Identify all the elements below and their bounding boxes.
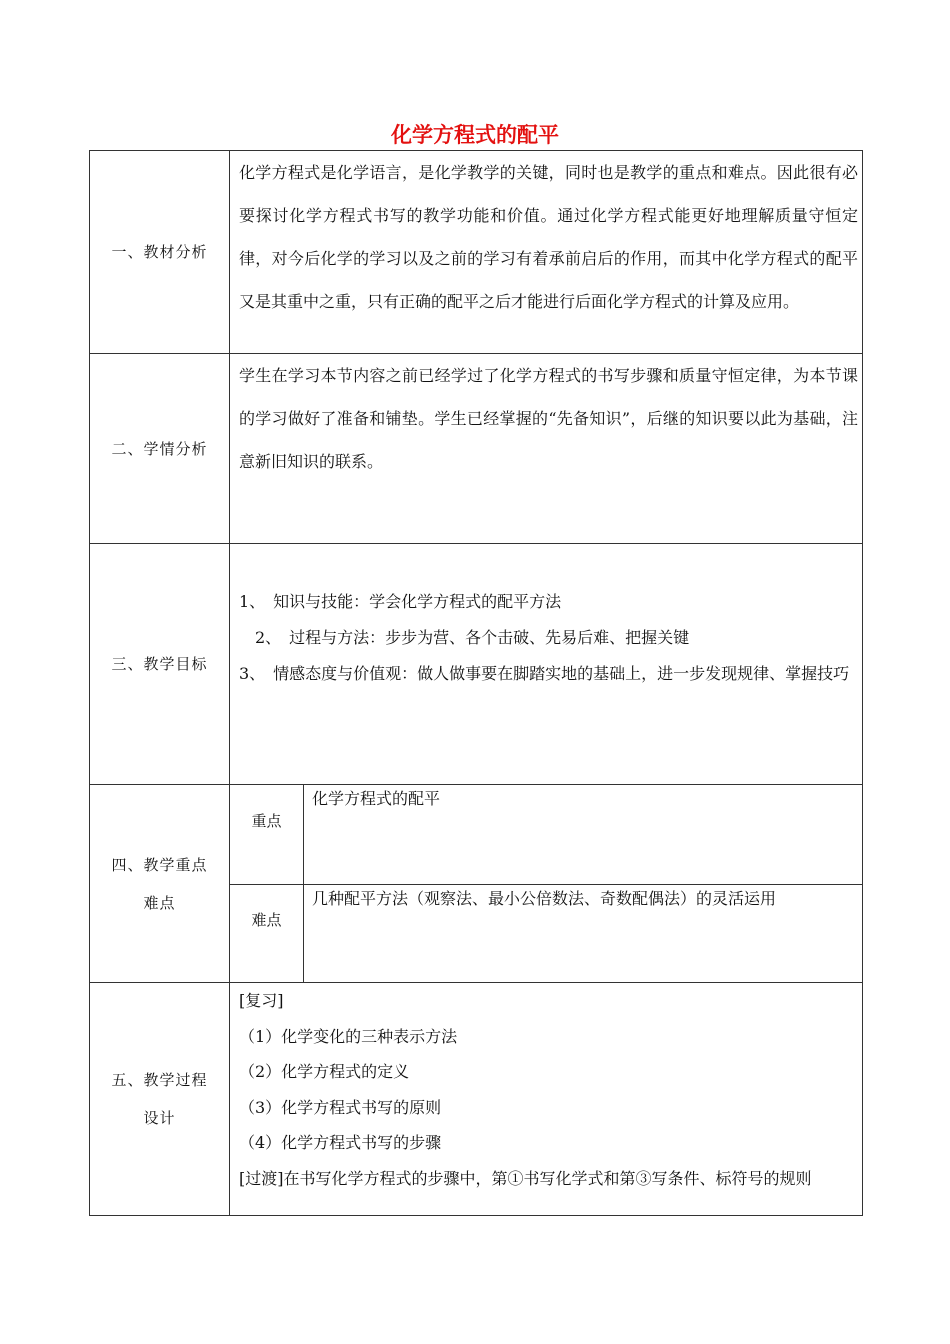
section-label-text: 二、学情分析 — [111, 439, 208, 458]
goal-item: 2、 过程与方法：步步为营、各个击破、先易后难、把握关键 — [239, 628, 690, 647]
section-content — [230, 151, 863, 354]
key-point-content: 化学方程式的配平 — [304, 785, 863, 885]
goal-item: 1、 知识与技能：学会化学方程式的配平方法 — [239, 592, 562, 611]
row-student-analysis — [90, 354, 863, 544]
key-point-label: 重点 — [230, 785, 304, 885]
document-title: 化学方程式的配平 — [391, 123, 559, 147]
section-label — [90, 544, 230, 785]
lesson-plan-table — [89, 150, 863, 1216]
section-label-text: 四、教学重点难点 — [111, 855, 208, 912]
section-content — [230, 354, 863, 544]
process-line: [复习] — [239, 991, 284, 1010]
process-line: [过渡]在书写化学方程式的步骤中，第①书写化学式和第③写条件、标符号的规则 — [239, 1168, 812, 1188]
section-label — [90, 785, 230, 983]
row-teaching-goals — [90, 544, 863, 785]
goal-item: 3、 情感态度与价值观：做人做事要在脚踏实地的基础上，进一步发现规律、掌握技巧 — [239, 664, 850, 683]
row-teaching-process — [90, 983, 863, 1216]
section-content — [230, 544, 863, 785]
process-line: （3）化学方程式书写的原则 — [239, 1097, 442, 1117]
section-label — [90, 354, 230, 544]
difficult-point-content: 几种配平方法（观察法、最小公倍数法、奇数配偶法）的灵活运用 — [304, 885, 863, 983]
process-line: （4）化学方程式书写的步骤 — [239, 1133, 442, 1152]
section-label-text: 一、教材分析 — [111, 243, 208, 261]
section-label — [90, 983, 230, 1216]
process-line: （2）化学方程式的定义 — [239, 1062, 410, 1081]
process-line: （1）化学变化的三种表示方法 — [239, 1026, 458, 1046]
section-label-text: 五、教学过程设计 — [111, 1071, 208, 1127]
material-analysis-text: 化学方程式是化学语言，是化学教学的关键，同时也是教学的重点和难点。因此很有必要探讨化学方程式书写的教学功能和价值。通过化学方程式能更好地理解质量守恒定律，对今后化学的学习以及之前的学习有着承前启后的作用，而其中化学方程式的配平又是其重中之重，只有正确的配平之后才能进行后面化学方程式的计算及应用。 — [239, 163, 859, 311]
row-material-analysis — [90, 151, 863, 354]
difficult-point-label: 难点 — [230, 885, 304, 983]
student-analysis-text: 学生在学习本节内容之前已经学过了化学方程式的书写步骤和质量守恒定律，为本节课的学习做好了准备和铺垫。学生已经掌握的“先备知识”，后继的知识要以此为基础，注意新旧知识的联系。 — [239, 366, 859, 471]
section-content — [230, 983, 863, 1216]
row-key-points — [90, 785, 863, 885]
section-label — [90, 151, 230, 354]
section-label-text: 三、教学目标 — [111, 655, 208, 673]
